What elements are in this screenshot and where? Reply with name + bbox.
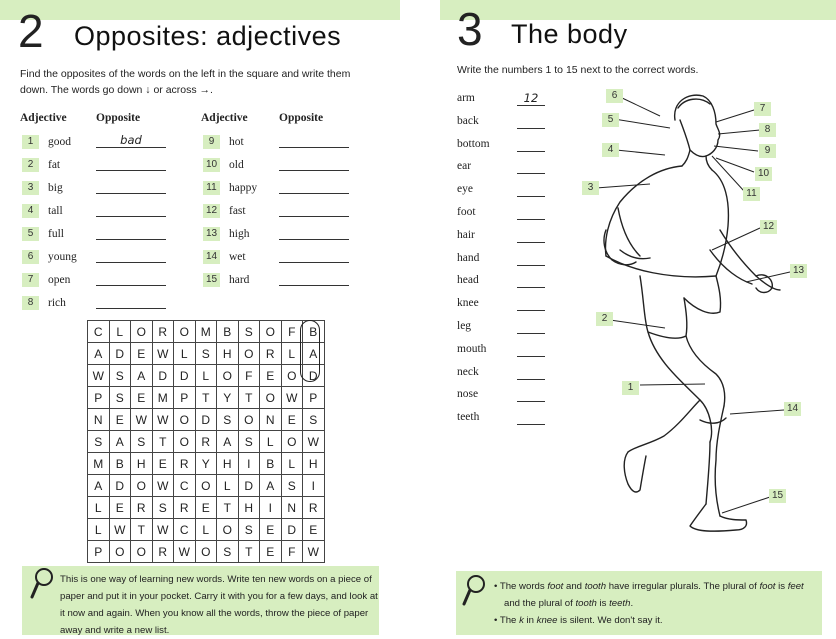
item-number: 1 (22, 135, 39, 149)
grid-letter[interactable]: O (217, 365, 239, 387)
adjective-word: wet (229, 251, 246, 263)
grid-letter[interactable]: L (88, 519, 110, 541)
grid-letter[interactable]: W (109, 519, 131, 541)
instruction-line-2: down. The words go down ↓ or across →. (20, 84, 213, 96)
grid-letter[interactable]: W (88, 365, 110, 387)
grid-letter[interactable]: S (109, 365, 131, 387)
number-answer-text: 12 (523, 91, 539, 105)
grid-letter[interactable]: S (238, 519, 260, 541)
adjective-word: full (48, 228, 64, 240)
figure-label: 12 (760, 220, 777, 234)
grid-letter[interactable]: L (174, 343, 196, 365)
grid-letter[interactable]: E (260, 519, 282, 541)
grid-letter[interactable]: O (131, 475, 153, 497)
grid-letter[interactable]: O (174, 321, 196, 343)
grid-letter[interactable]: L (260, 431, 282, 453)
grid-letter[interactable]: P (88, 387, 110, 409)
grid-letter[interactable]: S (195, 343, 217, 365)
item-number: 2 (22, 158, 39, 172)
grid-letter[interactable]: R (260, 343, 282, 365)
grid-letter[interactable]: H (131, 453, 153, 475)
grid-letter[interactable]: H (217, 343, 239, 365)
column-header-adjective: Adjective (20, 112, 67, 124)
grid-letter[interactable]: L (109, 321, 131, 343)
grid-letter[interactable]: H (238, 497, 260, 519)
unit-number: 3 (457, 3, 483, 55)
grid-letter[interactable]: E (109, 409, 131, 431)
grid-letter[interactable]: W (303, 541, 325, 563)
item-number: 15 (203, 273, 220, 287)
grid-letter[interactable]: L (217, 475, 239, 497)
adjective-word: fat (48, 159, 61, 171)
grid-letter[interactable]: S (88, 431, 110, 453)
grid-letter[interactable]: I (303, 475, 325, 497)
grid-letter[interactable]: R (174, 453, 196, 475)
grid-letter[interactable]: W (131, 409, 153, 431)
tip-bullet-1-cont: and the plural of tooth is teeth. (504, 598, 634, 609)
grid-letter[interactable]: S (303, 409, 325, 431)
body-part-word: back (457, 114, 479, 127)
item-number: 6 (22, 250, 39, 264)
item-number: 12 (203, 204, 220, 218)
grid-letter[interactable]: T (217, 497, 239, 519)
adjective-word: fast (229, 205, 246, 217)
column-header-opposite: Opposite (96, 112, 141, 124)
grid-letter[interactable]: B (260, 453, 282, 475)
grid-letter[interactable]: B (217, 321, 239, 343)
grid-letter[interactable]: O (217, 519, 239, 541)
grid-letter[interactable]: E (281, 409, 303, 431)
grid-letter[interactable]: D (238, 475, 260, 497)
body-part-word: foot (457, 206, 476, 218)
instruction: Write the numbers 1 to 15 next to the correct words. (457, 64, 699, 76)
tip-line-4: away and write a new list. (60, 625, 170, 636)
figure-label: 6 (606, 89, 623, 103)
body-part-word: nose (457, 388, 479, 401)
grid-letter[interactable]: A (131, 365, 153, 387)
grid-letter[interactable]: W (152, 409, 174, 431)
grid-letter[interactable]: O (131, 321, 153, 343)
grid-letter[interactable]: T (131, 519, 153, 541)
grid-letter[interactable]: B (109, 453, 131, 475)
grid-letter[interactable]: S (131, 431, 153, 453)
grid-letter[interactable]: A (109, 431, 131, 453)
item-number: 5 (22, 227, 39, 241)
grid-letter[interactable]: T (238, 541, 260, 563)
item-number: 7 (22, 273, 39, 287)
grid-letter[interactable]: N (281, 497, 303, 519)
grid-letter[interactable]: S (217, 541, 239, 563)
grid-letter[interactable]: R (174, 497, 196, 519)
adjective-word: happy (229, 182, 258, 194)
body-part-word: teeth (457, 411, 480, 424)
grid-letter[interactable]: D (281, 519, 303, 541)
grid-letter[interactable]: A (217, 431, 239, 453)
grid-letter[interactable]: Y (195, 453, 217, 475)
grid-letter[interactable]: W (152, 343, 174, 365)
body-part-word: hand (457, 251, 480, 264)
grid-letter[interactable]: R (195, 431, 217, 453)
instruction-line-1: Find the opposites of the words on the left in the square and write them (20, 68, 351, 80)
grid-letter[interactable]: O (131, 541, 153, 563)
grid-letter[interactable]: A (303, 343, 325, 365)
body-part-word: head (457, 274, 479, 287)
grid-letter[interactable]: W (281, 387, 303, 409)
adjective-word: hot (229, 136, 244, 148)
grid-letter[interactable]: N (260, 409, 282, 431)
grid-letter[interactable]: D (195, 409, 217, 431)
grid-letter[interactable]: C (88, 321, 110, 343)
grid-letter[interactable]: W (174, 541, 196, 563)
grid-letter[interactable]: O (109, 541, 131, 563)
grid-letter[interactable]: T (152, 431, 174, 453)
figure-label: 13 (790, 264, 807, 278)
grid-letter[interactable]: W (152, 475, 174, 497)
page-title: Opposites: adjectives (74, 21, 342, 51)
grid-letter[interactable]: P (88, 541, 110, 563)
adjective-word: hard (229, 274, 250, 286)
figure-label: 5 (602, 113, 619, 127)
tip-line-2: paper and put it in your pocket. Carry it with you for a few days, and look at (60, 591, 378, 602)
grid-letter[interactable]: S (238, 321, 260, 343)
figure-label: 1 (622, 381, 639, 395)
grid-letter[interactable]: O (195, 475, 217, 497)
grid-letter[interactable]: H (303, 453, 325, 475)
adjective-word: tall (48, 205, 63, 217)
body-part-word: mouth (457, 342, 487, 355)
grid-letter[interactable]: F (281, 321, 303, 343)
grid-letter[interactable]: L (195, 365, 217, 387)
figure-label: 3 (582, 181, 599, 195)
grid-letter[interactable]: S (109, 387, 131, 409)
figure-label: 14 (784, 402, 801, 416)
grid-letter[interactable]: E (260, 541, 282, 563)
tip-bullet-2: • The k in knee is silent. We don't say it. (494, 615, 663, 626)
grid-letter[interactable]: T (238, 387, 260, 409)
grid-letter[interactable]: E (303, 519, 325, 541)
column-header-opposite: Opposite (279, 112, 324, 124)
adjective-word: rich (48, 297, 66, 309)
grid-letter[interactable]: E (260, 365, 282, 387)
grid-letter[interactable]: L (88, 497, 110, 519)
grid-letter[interactable]: R (152, 321, 174, 343)
grid-letter[interactable]: O (281, 365, 303, 387)
grid-letter[interactable]: R (303, 497, 325, 519)
item-number: 3 (22, 181, 39, 195)
item-number: 8 (22, 296, 39, 310)
grid-letter[interactable]: A (260, 475, 282, 497)
adjective-word: young (48, 251, 77, 263)
grid-letter[interactable]: L (281, 453, 303, 475)
grid-letter[interactable]: H (217, 453, 239, 475)
body-part-word: eye (457, 183, 473, 196)
grid-letter[interactable]: M (88, 453, 110, 475)
grid-letter[interactable]: S (152, 497, 174, 519)
figure-label: 7 (754, 102, 771, 116)
grid-letter[interactable]: A (88, 475, 110, 497)
adjective-word: old (229, 159, 244, 171)
body-part-word: hair (457, 228, 475, 241)
grid-letter[interactable]: A (88, 343, 110, 365)
body-part-word: leg (457, 320, 472, 332)
grid-letter[interactable]: T (195, 387, 217, 409)
grid-letter[interactable]: D (303, 365, 325, 387)
item-number: 10 (203, 158, 220, 172)
grid-letter[interactable]: F (281, 541, 303, 563)
grid-letter[interactable]: O (195, 541, 217, 563)
grid-letter[interactable]: D (174, 365, 196, 387)
tip-line-3: it now and again. When you know all the words, throw the piece of paper (60, 608, 369, 619)
grid-letter[interactable]: S (281, 475, 303, 497)
item-number: 9 (203, 135, 220, 149)
grid-letter[interactable]: C (174, 475, 196, 497)
grid-letter[interactable]: O (238, 409, 260, 431)
grid-letter[interactable]: D (152, 365, 174, 387)
grid-letter[interactable]: O (174, 431, 196, 453)
item-number: 11 (203, 181, 220, 195)
grid-letter[interactable]: P (174, 387, 196, 409)
grid-letter[interactable]: L (195, 519, 217, 541)
adjective-word: big (48, 182, 63, 194)
figure-label: 2 (596, 312, 613, 326)
grid-letter[interactable]: E (195, 497, 217, 519)
grid-letter[interactable]: O (281, 431, 303, 453)
figure-label: 15 (769, 489, 786, 503)
grid-letter[interactable]: R (152, 541, 174, 563)
tip-line-1: This is one way of learning new words. Write ten new words on a piece of (60, 574, 372, 585)
grid-letter[interactable]: C (174, 519, 196, 541)
grid-letter[interactable]: F (238, 365, 260, 387)
figure-label: 4 (602, 143, 619, 157)
grid-letter[interactable]: I (260, 497, 282, 519)
adjective-word: high (229, 228, 250, 240)
grid-letter[interactable]: E (131, 387, 153, 409)
grid-letter[interactable]: R (131, 497, 153, 519)
item-number: 13 (203, 227, 220, 241)
grid-letter[interactable]: N (88, 409, 110, 431)
grid-letter[interactable]: W (303, 431, 325, 453)
grid-letter[interactable]: D (109, 475, 131, 497)
figure-label: 9 (759, 144, 776, 158)
figure-label: 11 (743, 187, 760, 201)
adjective-word: open (48, 274, 71, 286)
answer-text: bad (120, 133, 142, 147)
unit-number: 2 (18, 5, 44, 57)
grid-letter[interactable]: P (303, 387, 325, 409)
grid-letter[interactable]: W (152, 519, 174, 541)
grid-letter[interactable]: O (174, 409, 196, 431)
adjective-word: good (48, 136, 71, 148)
grid-letter[interactable]: D (109, 343, 131, 365)
grid-letter[interactable]: S (238, 431, 260, 453)
grid-letter[interactable]: I (238, 453, 260, 475)
grid-letter[interactable]: B (303, 321, 325, 343)
grid-letter[interactable]: E (109, 497, 131, 519)
body-part-word: bottom (457, 137, 490, 150)
body-part-word: knee (457, 297, 479, 310)
grid-letter[interactable]: O (260, 321, 282, 343)
grid-letter[interactable]: O (260, 387, 282, 409)
grid-letter[interactable]: Y (217, 387, 239, 409)
item-number: 14 (203, 250, 220, 264)
grid-letter[interactable]: L (281, 343, 303, 365)
grid-letter[interactable]: E (131, 343, 153, 365)
body-part-word: arm (457, 92, 475, 104)
grid-letter[interactable]: E (152, 453, 174, 475)
grid-letter[interactable]: M (195, 321, 217, 343)
figure-label: 10 (755, 167, 772, 181)
item-number: 4 (22, 204, 39, 218)
grid-letter[interactable]: S (217, 409, 239, 431)
page-title: The body (511, 19, 628, 49)
magnifier-icon (462, 574, 486, 610)
figure-label: 8 (759, 123, 776, 137)
body-part-word: neck (457, 365, 479, 378)
grid-letter[interactable]: M (152, 387, 174, 409)
body-part-word: ear (457, 160, 472, 173)
column-header-adjective: Adjective (201, 112, 248, 124)
grid-letter[interactable]: O (238, 343, 260, 365)
tip-bullet-1: • The words foot and tooth have irregular plurals. The plural of foot is feet (494, 581, 804, 592)
